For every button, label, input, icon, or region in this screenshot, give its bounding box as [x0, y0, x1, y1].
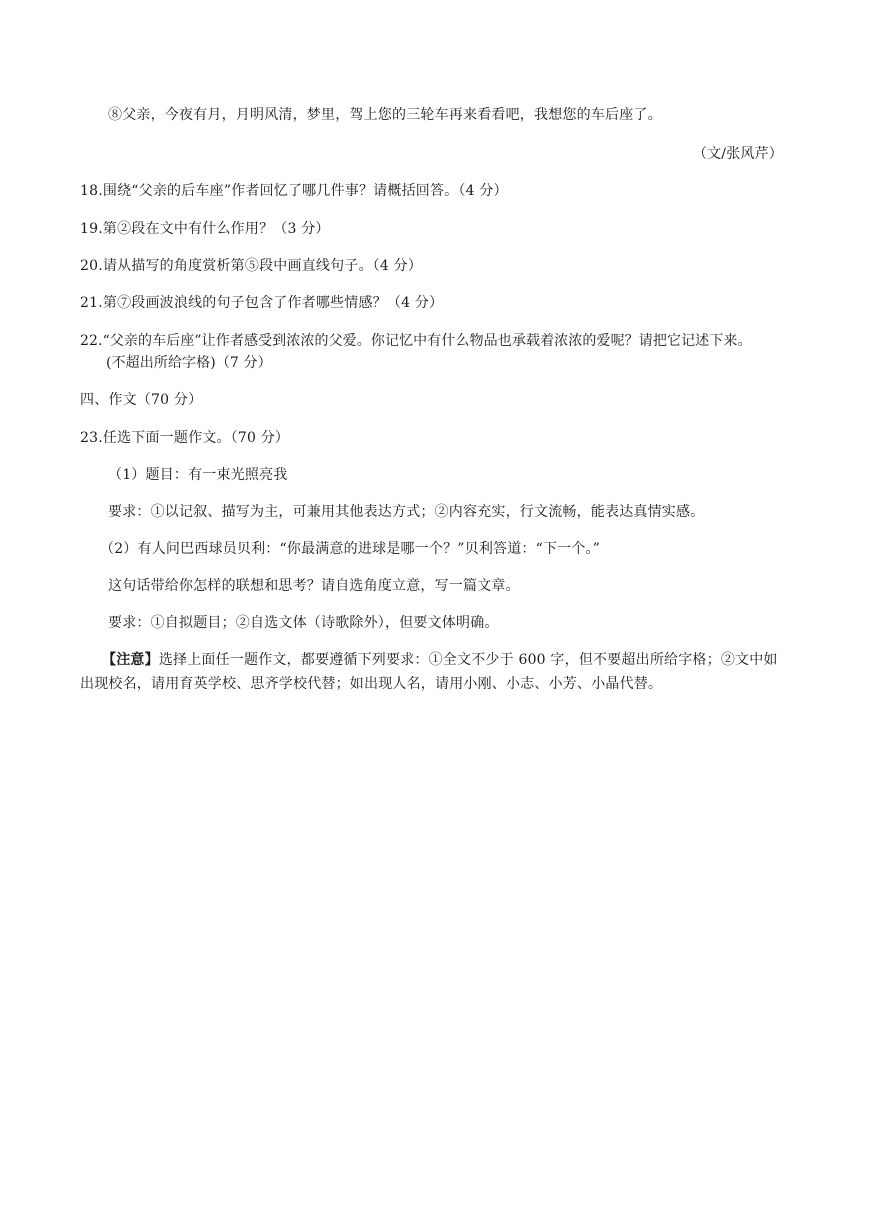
attribution: （文/张风芹） [692, 146, 783, 162]
question-18: 18.围绕“父亲的后车座”作者回忆了哪几件事？请概括回答。（4 分） [80, 183, 508, 199]
question-23: 23.任选下面一题作文。（70 分） [80, 430, 290, 446]
option-2-requirements: 要求：①自拟题目；②自选文体（诗歌除外），但要文体明确。 [108, 615, 499, 631]
question-22-line1: 22.“父亲的车后座”让作者感受到浓浓的父爱。你记忆中有什么物品也承载着浓浓的爱呢？请把它记述下来。 [80, 333, 752, 349]
question-22-line2: (不超出所给字格)（7 分） [106, 355, 272, 371]
question-19: 19.第②段在文中有什么作用？（3 分） [80, 221, 330, 237]
question-21: 21.第⑦段画波浪线的句子包含了作者哪些情感？（4 分） [80, 295, 444, 311]
note-label: 【注意】 [102, 652, 159, 668]
note-paragraph [80, 648, 790, 696]
option-2-prompt: （2）有人问巴西球员贝利：“你最满意的进球是哪一个？”贝利答道：“下一个。” [100, 541, 601, 557]
option-1-title: （1）题目：有一束光照亮我 [108, 467, 288, 483]
closing-paragraph: ⑧父亲，今夜有月，月明风清，梦里，驾上您的三轮车再来看看吧，我想您的车后座了。 [108, 107, 662, 123]
option-1-requirements: 要求：①以记叙、描写为主，可兼用其他表达方式；②内容充实，行文流畅，能表达真情实感。 [108, 504, 705, 520]
question-20: 20.请从描写的角度赏析第⑤段中画直线句子。（4 分） [80, 258, 423, 274]
note-text: 选择上面任一题作文，都要遵循下列要求：①全文不少于 600 字，但不要超出所给字格；②文中如出现校名，请用育英学校、思齐学校代替；如出现人名，请用小刚、小志、小芳、小晶代替。 [80, 652, 778, 692]
option-2-followup: 这句话带给你怎样的联想和思考？请自选角度立意，写一篇文章。 [108, 578, 520, 594]
question-22 [80, 330, 792, 374]
section-heading-composition: 四、作文（70 分） [80, 392, 203, 408]
